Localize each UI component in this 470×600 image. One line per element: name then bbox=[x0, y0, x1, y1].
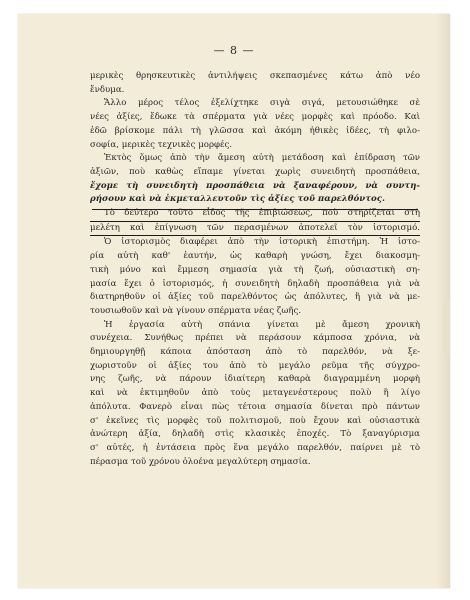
text-line-emphasis: ρήσουν καὶ νὰ ἐκμεταλλευτοῦν τὶς ἀξίες τοῦ παρελθόντος. bbox=[90, 194, 385, 205]
text-line: Ἡ ἐργασία αὐτὴ σπάνια γίνεται μὲ ἄμεση χρονικὴ bbox=[104, 319, 420, 330]
text-line: σ' αὐτές, ἡ ἐντάσεια πρὸς ἕνα μεγάλο παρελθόν, παίρνει μὲ τὸ bbox=[90, 442, 420, 453]
text-line: χωριστοῦν οἱ ἀξίες του ἀπὸ τὸ μεγάλο ρεῦμα τῆς σύγχρο- bbox=[90, 360, 420, 371]
text-line: μερικὲς θρησκευτικὲς ἀντιλήψεις σκεπασμένες κάτω ἀπὸ νέο bbox=[90, 71, 420, 81]
text-line-underlined: Τὸ δεύτερο τοῦτο εἶδος τῆς ἐπιβιώσεως, ποὺ στηρίζεται στὴ bbox=[90, 207, 420, 222]
text-line: σ' ἐκεῖνες τὶς μορφὲς τοῦ πολιτισμοῦ, ποὺ ἔχουν καὶ οὐσιαστικὰ bbox=[90, 415, 420, 426]
body-text bbox=[90, 70, 420, 469]
text-line: Ἐκτὸς ὅμως ἀπὸ τὴν ἄμεση αὐτὴ μετάδοση καὶ ἐπίδραση τῶν bbox=[104, 153, 420, 164]
text-line: ἀπόλυτα. Φανερὸ εἶναι πὼς τέτοια σημασία δίνεται πρὸ πάντων bbox=[90, 401, 420, 412]
text-line: καὶ νὰ ἐκτιμηθοῦν ἀπὸ τοὺς μεταγενέστερους πολὺ ἢ λίγο bbox=[90, 388, 420, 399]
book-page bbox=[18, 14, 450, 588]
text-line: σοφία, μερικὲς τεχνικὲς μορφές. bbox=[90, 139, 233, 150]
pen-underline-mark bbox=[92, 209, 418, 210]
text-line: τουσιωθοῦν καὶ νὰ γίνουν σπέρματα νέας ζωῆς. bbox=[90, 305, 302, 316]
text-line: νέες ἀξίες, ἔδωκε τὰ σπέρματα γιὰ νέες μορφὲς καὶ πρόοδο. Καὶ bbox=[90, 112, 420, 123]
text-line: ἔνδυμα. bbox=[90, 84, 125, 95]
text-line: ἀξιῶν, ποὺ καθὼς εἴπαμε γίνεται χωρὶς συνειδητὴ προσπάθεια, bbox=[90, 166, 420, 177]
text-line: δημιουργηθῇ κάποια ἀπόσταση ἀπὸ τὸ παρελθόν, νὰ ξε- bbox=[90, 347, 420, 358]
text-line: μασία ἔχει ὁ ἱστορισμός, ἡ συνειδητὴ δηλαδὴ προσπάθεια γιὰ νὰ bbox=[90, 278, 420, 289]
text-line: Ὁ ἱστορισμὸς διαφέρει ἀπὸ τὴν ἱστορικὴ ἐπιστήμη. Ἡ ἱστο- bbox=[104, 237, 420, 248]
text-line-emphasis: ἔχομε τὴ συνειδητὴ προσπάθεια νὰ ξαναφέρουν, νὰ συντη- bbox=[90, 180, 420, 191]
text-line: διατηρηθοῦν οἱ ἀξίες τοῦ παρελθόντος ὡς ἀπόλυτες, ἢ γιὰ νὰ με- bbox=[90, 292, 420, 303]
text-line: νης ζωῆς, νὰ πάρουν ἰδιαίτερη καθαρὰ διαγραμμένη μορφὴ bbox=[90, 374, 420, 385]
text-line: ἀνώτερη ἀξία, δηλαδὴ στὶς κλασικὲς ἐποχές. Τὸ ξαναγύρισμα bbox=[90, 429, 420, 440]
text-line: ἐδῶ βρίσκομε πάλι τὴ γλῶσσα καὶ ἀκόμη ἠθικὲς ἰδέες, τὴ φιλο- bbox=[90, 125, 420, 136]
text-line: πέρασμα τοῦ χρόνου ὁλοένα μεγαλύτερη σημασία. bbox=[90, 456, 311, 467]
text-line: τικὴ μόνο καὶ ἔμμεση σημασία γιὰ τὴ ζωή, οὐσιαστικὴ ση- bbox=[90, 264, 420, 275]
text-line: ρία αὐτὴ καθ' ἑαυτήν, ὡς καθαρὴ γνώση, ἔχει διακοσμη- bbox=[90, 251, 420, 262]
text-line: Ἄλλο μέρος τέλος ἐξελίχτηκε σιγὰ σιγά, μετουσιώθηκε σὲ bbox=[104, 98, 420, 109]
text-line: συνέχεια. Συνήθως πρέπει νὰ περάσουν κάμποσα χρόνια, νὰ bbox=[90, 333, 420, 344]
page-number: — 8 — bbox=[213, 44, 255, 57]
text-line-underlined: μελέτη καὶ ἐπίγνωση τῶν περασμένων ἀποτελεῖ τὸν ἱστορισμό. bbox=[90, 222, 420, 237]
page-edge-tear bbox=[444, 299, 450, 354]
